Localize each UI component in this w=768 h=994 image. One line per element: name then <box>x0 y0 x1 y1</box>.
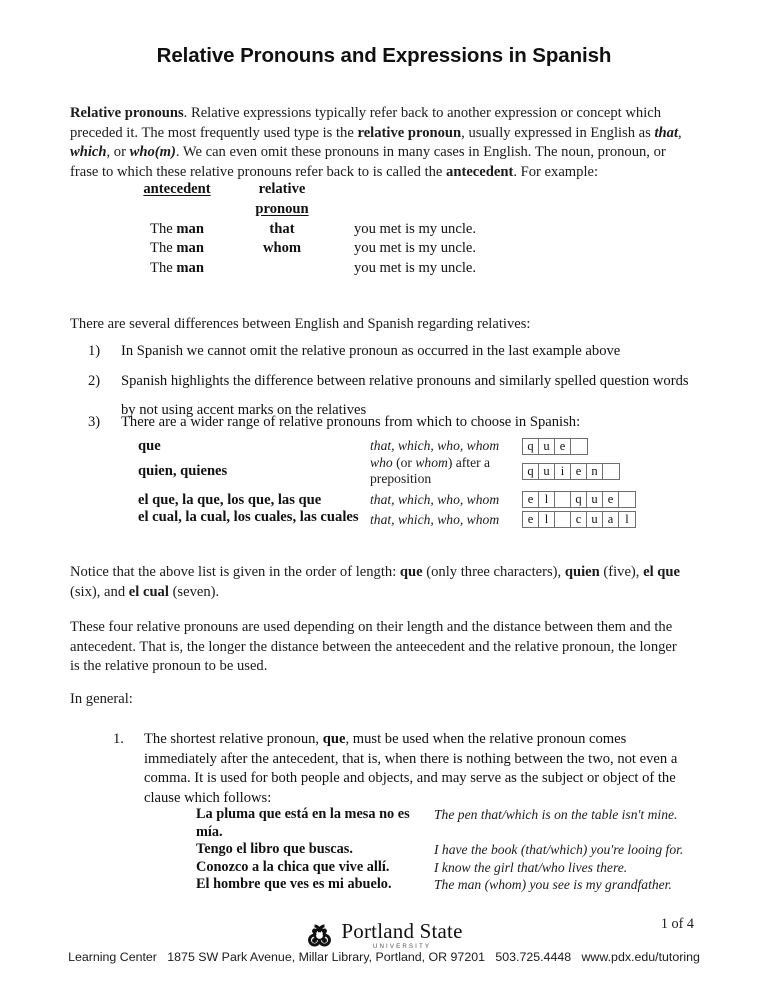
intro-i2: which <box>70 144 107 161</box>
letter-cell: q <box>571 492 587 507</box>
item-b1: que <box>322 731 346 747</box>
notice-b1: que <box>399 564 423 580</box>
letter-box-row <box>522 491 636 508</box>
example-english: I have the book (that/which) you're looing for. <box>434 842 684 858</box>
example-spanish: Tengo el libro que buscas. <box>196 841 353 858</box>
letter-cell: u <box>587 512 603 527</box>
pronoun-letter-boxes <box>522 438 650 455</box>
meaning-text-tail: ) after a preposition <box>370 455 491 486</box>
letter-cell-blank <box>619 492 635 507</box>
row-article: The <box>150 260 177 277</box>
intro-b2: antecedent <box>446 163 514 180</box>
table-row <box>138 438 650 455</box>
intro-s3: , <box>678 124 682 141</box>
letter-cell-blank <box>571 439 587 454</box>
intro-s1: . Relative expressions typically refer back to another expression or concept which preceded it. The most frequently used type is the <box>70 105 662 141</box>
letter-box-row <box>522 463 620 480</box>
footer-gap2 <box>485 950 495 964</box>
row-rest: you met is my uncle. <box>354 220 477 237</box>
page-number: 1 of 4 <box>660 916 694 932</box>
example-english: The man (whom) you see is my grandfather. <box>434 877 672 893</box>
list-item <box>88 342 688 362</box>
pronoun-letter-boxes <box>522 486 650 509</box>
footer-phone: 503.725.4448 <box>495 950 572 964</box>
letter-cell: e <box>523 492 539 507</box>
row-article: The <box>150 220 177 237</box>
footer-logo <box>0 920 768 951</box>
pronoun-meaning <box>370 438 522 455</box>
intro-s6: . For example: <box>513 163 599 180</box>
header-pronoun: pronoun <box>255 200 309 217</box>
notice-s5: (seven). <box>168 583 220 600</box>
table-row <box>196 859 686 877</box>
list-marker: 1. <box>113 731 124 747</box>
meaning-text: that, which, who, whom <box>370 512 500 528</box>
letter-cell: e <box>603 492 619 507</box>
pronoun-letter-boxes <box>522 509 650 528</box>
row-noun: man <box>176 260 204 277</box>
intro-i3: who(m) <box>129 144 176 161</box>
list-item-text: Spanish highlights the difference between relative pronouns and similarly spelled question words by not using accent marks on the relatives <box>121 373 689 418</box>
notice-s1: Notice that the above list is given in the order of length: <box>70 564 400 580</box>
letter-cell: l <box>539 492 555 507</box>
letter-cell: l <box>539 512 555 527</box>
pronoun-meaning <box>370 455 522 486</box>
pronoun-name: quien, quienes <box>138 463 228 479</box>
in-general-heading: In general: <box>70 691 133 707</box>
item-s1: The shortest relative pronoun, <box>144 731 323 747</box>
list-item-text: In Spanish we cannot omit the relative pronoun as occurred in the last example above <box>121 343 621 359</box>
row-relative: that <box>269 220 295 237</box>
letter-cell: c <box>571 512 587 527</box>
notice-b3: el que <box>643 564 680 580</box>
footer-address: 1875 SW Park Avenue, Millar Library, Portland, OR 97201 <box>167 950 485 964</box>
table-row <box>138 486 650 509</box>
letter-cell: e <box>555 439 571 454</box>
antecedent-header-row <box>118 180 476 200</box>
logo-subtitle: UNIVERSITY <box>372 942 432 950</box>
footer-dept: Learning Center <box>68 950 157 964</box>
footer-url: www.pdx.edu/tutoring <box>581 950 700 964</box>
example-spanish: El hombre que ves es mi abuelo. <box>196 876 392 893</box>
row-article: The <box>150 240 177 257</box>
intro-s2: , usually expressed in English as <box>461 124 655 141</box>
meaning-text: that, which, who, whom <box>370 492 500 508</box>
footer-gap1 <box>157 950 167 964</box>
letter-cell: e <box>523 512 539 527</box>
pronoun-letter-boxes <box>522 455 650 486</box>
table-row <box>118 220 476 240</box>
letter-cell: u <box>539 464 555 479</box>
table-row <box>196 841 686 859</box>
table-row <box>138 509 650 528</box>
header-relative: relative <box>258 181 306 197</box>
footer-contact-line <box>0 950 768 964</box>
antecedent-example-table <box>118 180 476 279</box>
list-marker: 3) <box>88 414 101 430</box>
list-item-text: There are a wider range of relative pronouns from which to choose in Spanish: <box>121 414 581 430</box>
example-spanish: La pluma que está en la mesa no es mía. <box>196 806 410 840</box>
notice-s4: (six), and <box>70 583 129 600</box>
list-item <box>88 413 688 433</box>
notice-s2: (only three characters), <box>422 564 565 580</box>
list-marker: 2) <box>88 373 101 389</box>
list-item-text <box>144 730 687 808</box>
table-row <box>118 239 476 259</box>
intro-b1: relative pronoun <box>357 124 462 141</box>
portland-state-knot-icon <box>305 920 334 951</box>
table-row <box>138 455 650 486</box>
table-row <box>196 806 686 841</box>
meaning-text-roman: (or <box>392 455 416 470</box>
notice-b4: el cual <box>128 583 169 600</box>
letter-box-row <box>522 438 588 455</box>
pronoun-name: el que, la que, los que, las que <box>138 492 322 509</box>
letter-cell: q <box>523 439 539 454</box>
notice-paragraph <box>70 563 688 602</box>
meaning-text: that, which, who, whom <box>370 438 500 453</box>
four-pronouns-paragraph: These four relative pronouns are used depending on their length and the distance between them and the antecedent. That is, the longer the distance between the anteecedent and the relative pronoun, the longer is the relative pronoun to be used. <box>70 619 677 675</box>
list-marker: 1) <box>88 343 101 359</box>
row-noun: man <box>176 220 204 237</box>
letter-cell-blank <box>603 464 619 479</box>
intro-paragraph <box>70 104 682 182</box>
item-s2: , must be used when the relative pronoun comes immediately after the antecedent, that is, when there is nothing between the two, not even a comma. It is used for both people and objects, and may serve as the subject or object of the clause which follows: <box>144 731 678 806</box>
intro-s5: . We can even omit these pronouns in many cases in English. The noun, pronoun, or frase to which these relative pronouns refer back to is called the <box>70 144 666 180</box>
table-row <box>196 876 686 894</box>
pronoun-meaning <box>370 486 522 509</box>
meaning-text: who <box>370 455 393 470</box>
pronoun-name: que <box>138 438 161 454</box>
notice-s3: (five), <box>599 564 644 580</box>
row-rest: you met is my uncle. <box>354 240 477 257</box>
pronoun-name: el cual, la cual, los cuales, las cuales <box>138 509 359 526</box>
page-title: Relative Pronouns and Expressions in Spanish <box>156 44 612 67</box>
footer-gap3 <box>571 950 581 964</box>
antecedent-header-row2 <box>118 200 476 220</box>
table-row <box>118 259 476 279</box>
letter-box-row <box>522 511 636 528</box>
letter-cell: e <box>571 464 587 479</box>
letter-cell: i <box>555 464 571 479</box>
letter-cell: u <box>587 492 603 507</box>
letter-cell: q <box>523 464 539 479</box>
differences-lead: There are several differences between English and Spanish regarding relatives: <box>70 316 531 332</box>
example-spanish: Conozco a la chica que vive allí. <box>196 858 390 875</box>
row-relative: whom <box>262 240 302 257</box>
notice-b2: quien <box>564 564 600 580</box>
example-sentences-table <box>196 806 686 894</box>
intro-lead: Relative pronouns <box>70 105 184 121</box>
letter-cell: a <box>603 512 619 527</box>
intro-s4: , or <box>106 144 130 161</box>
meaning-text-italic: whom <box>415 455 448 470</box>
logo-wordmark: Portland State <box>341 918 463 943</box>
example-english: The pen that/which is on the table isn't mine. <box>434 807 678 822</box>
row-rest: you met is my uncle. <box>354 260 477 277</box>
intro-i1: that <box>654 124 679 141</box>
letter-cell-blank <box>555 512 571 527</box>
letter-cell: l <box>625 512 629 527</box>
header-antecedent: antecedent <box>143 181 211 197</box>
letter-cell: u <box>539 439 555 454</box>
pronoun-meaning <box>370 509 522 528</box>
list-item <box>113 730 687 808</box>
pronoun-reference-table <box>138 438 650 528</box>
example-english: I know the girl that/who lives there. <box>434 859 628 875</box>
letter-cell: n <box>587 464 603 479</box>
row-noun: man <box>176 240 204 257</box>
letter-cell-blank <box>555 492 571 507</box>
